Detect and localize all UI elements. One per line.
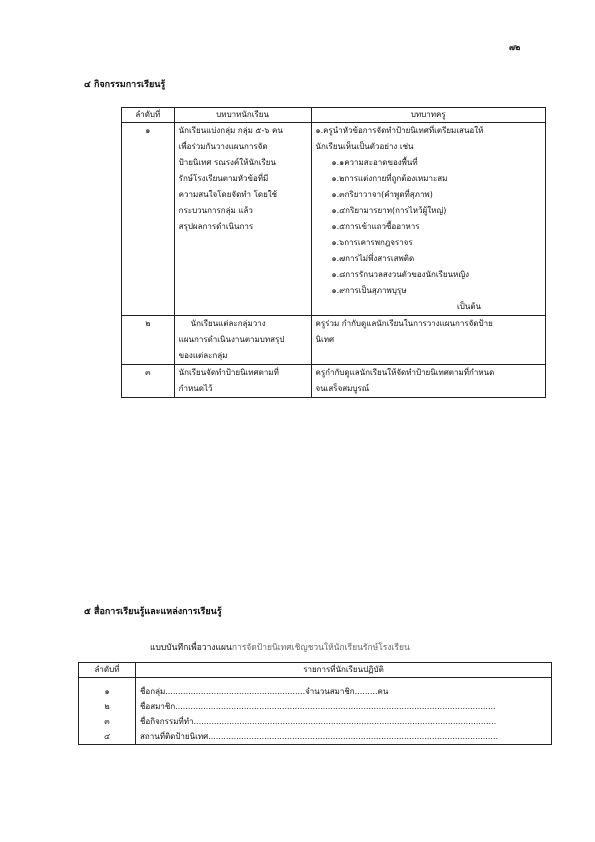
caption-topic: การจัดป้ายนิเทศเชิญชวนให้นักเรียนรักษ์โรงเรียน [231, 643, 410, 653]
teacher-example-item: ๑.๑ความสะอาดของพื้นที่ [331, 158, 418, 167]
form-line-members: ชื่อสมาชิก.............................................................................................................................. [136, 699, 552, 714]
teacher-line: นักเรียนเห็นเป็นตัวอย่าง เช่น [315, 142, 414, 151]
student-line: กำหนดไว้ [178, 384, 213, 393]
row-number: ๓ [79, 714, 136, 729]
section-heading-activities: ๔ กิจกรรมการเรียนรู้ [84, 80, 166, 90]
student-line: สรุปผลการดำเนินการ [178, 222, 254, 231]
table-row [79, 729, 552, 745]
teacher-example-item: ๑.๖การเคารพกฎจราจร [331, 238, 413, 247]
teacher-line: ครูกำกับดูแลนักเรียนให้จัดทำป้ายนิเทศตามที่กำหนด [315, 368, 495, 377]
form-line-group-name: ชื่อกลุ่ม.......................................................จำนวนสมาชิก.........คน [136, 678, 552, 700]
row-number: ๑ [79, 678, 136, 700]
header-student-role: บทบาทนักเรียน [174, 108, 311, 123]
header-order: ลำดับที่ [122, 108, 175, 123]
table-row [122, 365, 546, 398]
row-number: ๓ [122, 365, 175, 398]
table-header-row [79, 663, 552, 678]
teacher-line: จนเสร็จสมบูรณ์ [315, 384, 370, 393]
student-line: แผนการดำเนินงานตามบทสรุป [178, 335, 285, 344]
activities-table [121, 107, 546, 398]
student-line: นักเรียนแบ่งกลุ่ม กลุ่ม ๕-๖ คน [178, 126, 283, 135]
caption-main: แบบบันทึกเพื่อวางแผน [150, 643, 232, 653]
student-role-cell [174, 316, 311, 365]
teacher-line: ครูร่วม กำกับดูแลนักเรียนในการวางแผนการจัดป้าย [315, 319, 493, 328]
row-number: ๒ [122, 316, 175, 365]
row-number: ๔ [79, 729, 136, 745]
student-line: ความสนใจโดยจัดทำ โดยใช้ [178, 190, 278, 199]
table-header-row [122, 108, 546, 123]
student-line: ของแต่ละกลุ่ม [178, 351, 228, 360]
form-line-location: สถานที่ติดป้ายนิเทศ.................................................................................................................. [136, 729, 552, 745]
header-teacher-role: บทบาทครู [311, 108, 546, 123]
teacher-line: นิเทศ [315, 335, 335, 344]
planning-form-table [78, 662, 552, 745]
teacher-example-item: ๑.๙การเป็นสุภาพบุรุษ [331, 286, 407, 295]
teacher-example-item: ๑.๓กริยาวาจา(คำพูดที่สุภาพ) [331, 190, 433, 199]
table-row [79, 714, 552, 729]
student-line: กระบวนการกลุ่ม แล้ว [178, 206, 253, 215]
student-role-cell [174, 365, 311, 398]
table-row [79, 699, 552, 714]
teacher-example-item: ๑.๗การไม่พึ่งสารเสพติด [331, 254, 415, 263]
form-line-activity: ชื่อกิจกรรมที่ทำ....................................................................................................................... [136, 714, 552, 729]
teacher-role-cell [311, 316, 546, 365]
header-order: ลำดับที่ [79, 663, 136, 678]
row-number: ๑ [122, 123, 175, 316]
table-row [79, 678, 552, 700]
teacher-line: ๑.ครูนำหัวข้อการจัดทำป้ายนิเทศที่เตรียมเสนอให้ [315, 126, 484, 135]
student-line: ป้ายนิเทศ รณรงค์ให้นักเรียน [178, 158, 276, 167]
planning-form-caption [150, 640, 410, 654]
page-number: ๗๒ [509, 43, 521, 52]
teacher-example-item: ๑.๕การเข้าแถวซื้ออาหาร [331, 222, 420, 231]
header-student-tasks: รายการที่นักเรียนปฏิบัติ [136, 663, 552, 678]
teacher-example-item: ๑.๔กริยามารยาท(การไหว้ผู้ใหญ่) [331, 206, 447, 215]
teacher-example-item: ๑.๒การแต่งกายที่ถูกต้องเหมาะสม [331, 174, 448, 183]
student-line: นักเรียนจัดทำป้ายนิเทศตามที่ [178, 368, 279, 377]
teacher-role-cell [311, 123, 546, 316]
teacher-example-item: ๑.๘การรักนวลสงวนตัวของนักเรียนหญิง [331, 270, 470, 279]
teacher-role-cell [311, 365, 546, 398]
teacher-line-end: เป็นต้น [457, 302, 481, 311]
row-number: ๒ [79, 699, 136, 714]
student-line: นักเรียนแต่ละกลุ่มวาง [190, 319, 266, 328]
section-heading-media: ๕ สื่อการเรียนรู้และแหล่งการเรียนรู้ [84, 607, 222, 617]
student-line: เพื่อร่วมกันวางแผนการจัด [178, 142, 268, 151]
student-role-cell [174, 123, 311, 316]
table-row [122, 123, 546, 316]
table-row [122, 316, 546, 365]
student-line: รักษ์โรงเรียนตามหัวข้อที่มี [178, 174, 269, 183]
